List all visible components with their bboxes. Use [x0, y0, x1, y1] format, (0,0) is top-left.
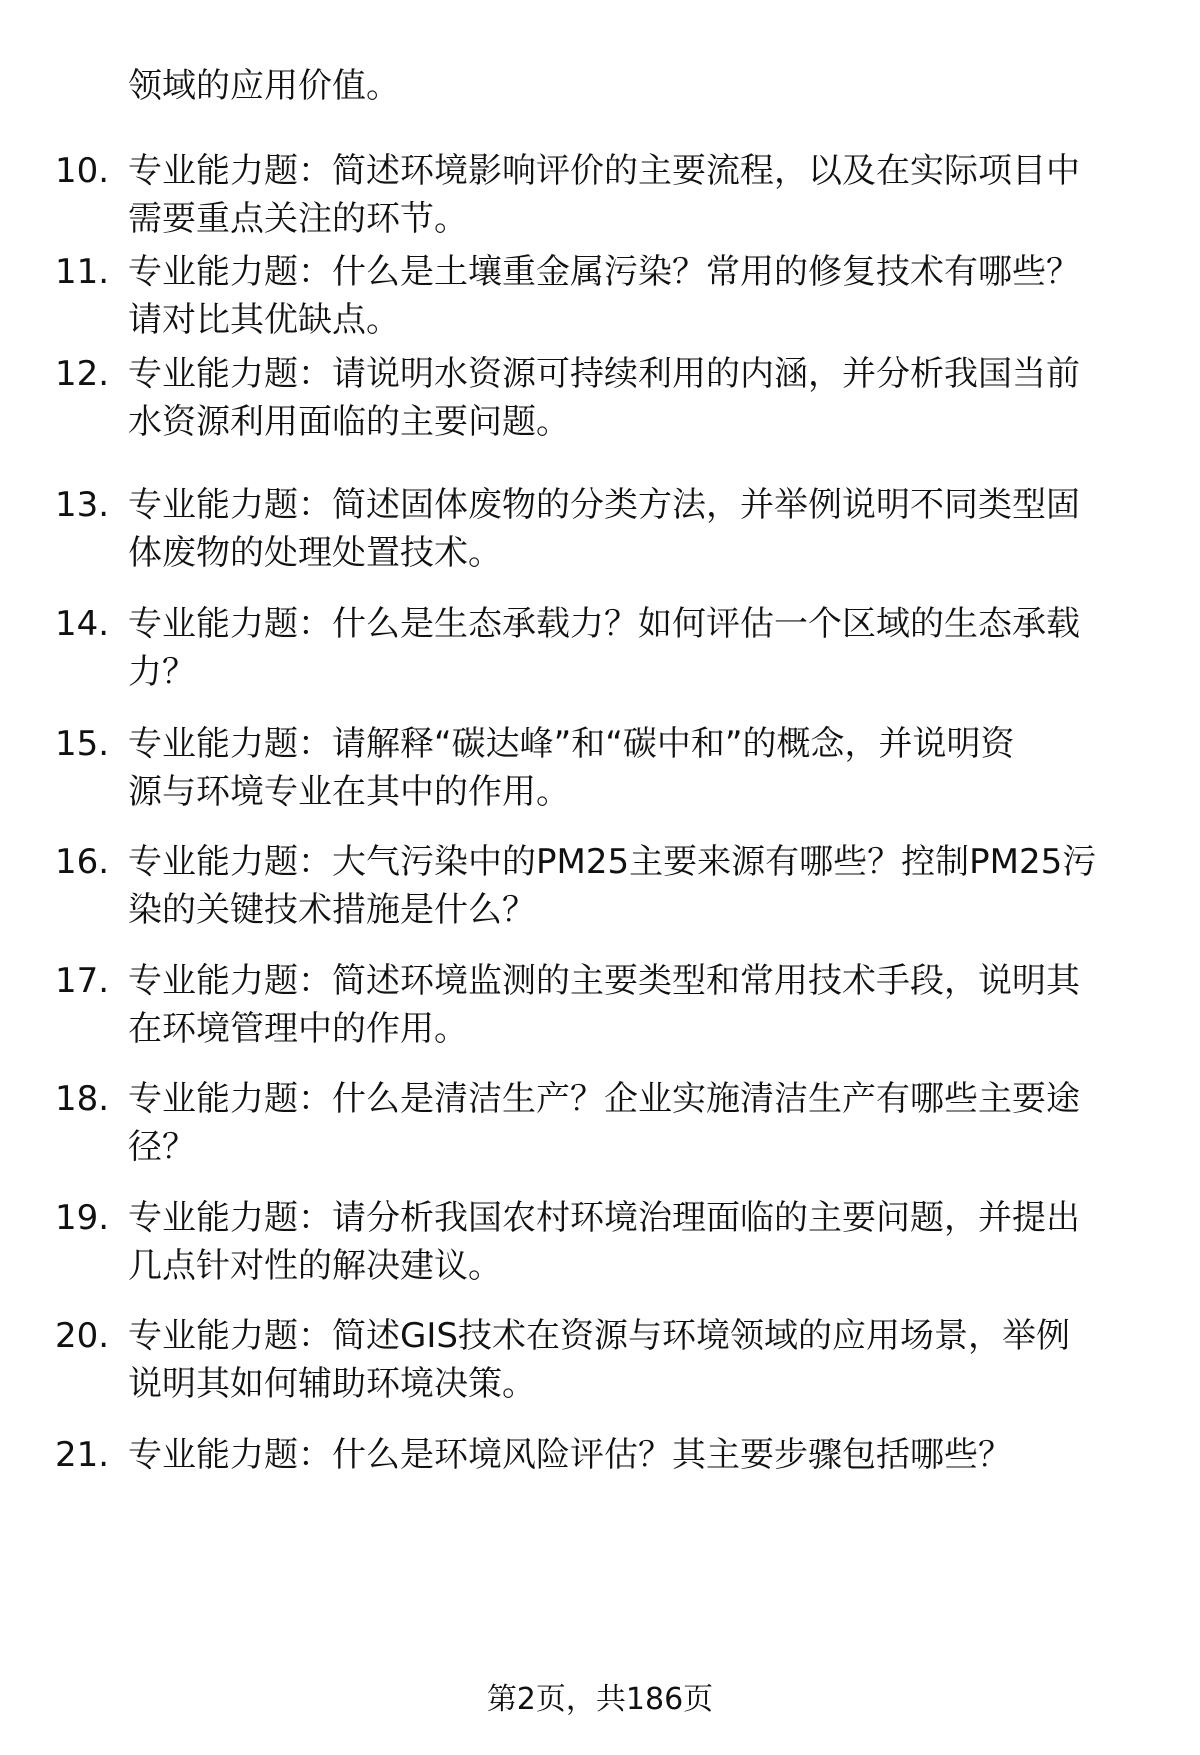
question-number: 17. — [55, 961, 110, 1001]
question-number: 21. — [55, 1435, 110, 1475]
question-text-line: 专业能力题：大气污染中的PM25主要来源有哪些？控制PM25污 — [128, 842, 1097, 882]
question-number: 15. — [55, 724, 110, 764]
question-text-line: 源与环境专业在其中的作用。 — [128, 772, 570, 812]
question-text-line: 专业能力题：请解释“碳达峰”和“碳中和”的概念，并说明资 — [128, 724, 1015, 764]
question-number: 14. — [55, 604, 110, 644]
question-text-line: 专业能力题：请说明水资源可持续利用的内涵，并分析我国当前 — [128, 354, 1080, 394]
page-footer: 第2页，共186页 — [486, 1682, 714, 1717]
question-number: 13. — [55, 485, 110, 525]
question-text-line: 专业能力题：请分析我国农村环境治理面临的主要问题，并提出 — [128, 1198, 1080, 1238]
question-number: 16. — [55, 842, 110, 882]
question-text-line: 说明其如何辅助环境决策。 — [128, 1364, 536, 1404]
question-number: 18. — [55, 1079, 110, 1119]
question-text-line: 在环境管理中的作用。 — [128, 1009, 468, 1049]
question-number: 12. — [55, 354, 110, 394]
question-text-line: 专业能力题：简述环境监测的主要类型和常用技术手段，说明其 — [128, 961, 1080, 1001]
question-number: 19. — [55, 1198, 110, 1238]
question-text-line: 几点针对性的解决建议。 — [128, 1246, 502, 1286]
question-text-line: 水资源利用面临的主要问题。 — [128, 402, 570, 442]
question-number: 20. — [55, 1316, 110, 1356]
question-text-line: 径？ — [128, 1127, 196, 1167]
question-text-line: 专业能力题：什么是清洁生产？企业实施清洁生产有哪些主要途 — [128, 1079, 1080, 1119]
question-text-line: 请对比其优缺点。 — [128, 300, 400, 340]
question-text-line: 专业能力题：简述环境影响评价的主要流程，以及在实际项目中 — [128, 151, 1080, 191]
question-number: 10. — [55, 151, 110, 191]
question-text-line: 专业能力题：简述GIS技术在资源与环境领域的应用场景，举例 — [128, 1316, 1070, 1356]
question-text-line: 力？ — [128, 652, 196, 692]
question-text-line: 专业能力题：什么是环境风险评估？其主要步骤包括哪些？ — [128, 1435, 1012, 1475]
question-number: 11. — [55, 252, 110, 292]
continuation-text: 领域的应用价值。 — [128, 66, 400, 106]
question-text-line: 专业能力题：什么是土壤重金属污染？常用的修复技术有哪些？ — [128, 252, 1080, 292]
question-text-line: 专业能力题：简述固体废物的分类方法，并举例说明不同类型固 — [128, 485, 1080, 525]
question-text-line: 专业能力题：什么是生态承载力？如何评估一个区域的生态承载 — [128, 604, 1080, 644]
question-text-line: 染的关键技术措施是什么？ — [128, 890, 536, 930]
question-text-line: 需要重点关注的环节。 — [128, 199, 468, 239]
question-text-line: 体废物的处理处置技术。 — [128, 533, 502, 573]
